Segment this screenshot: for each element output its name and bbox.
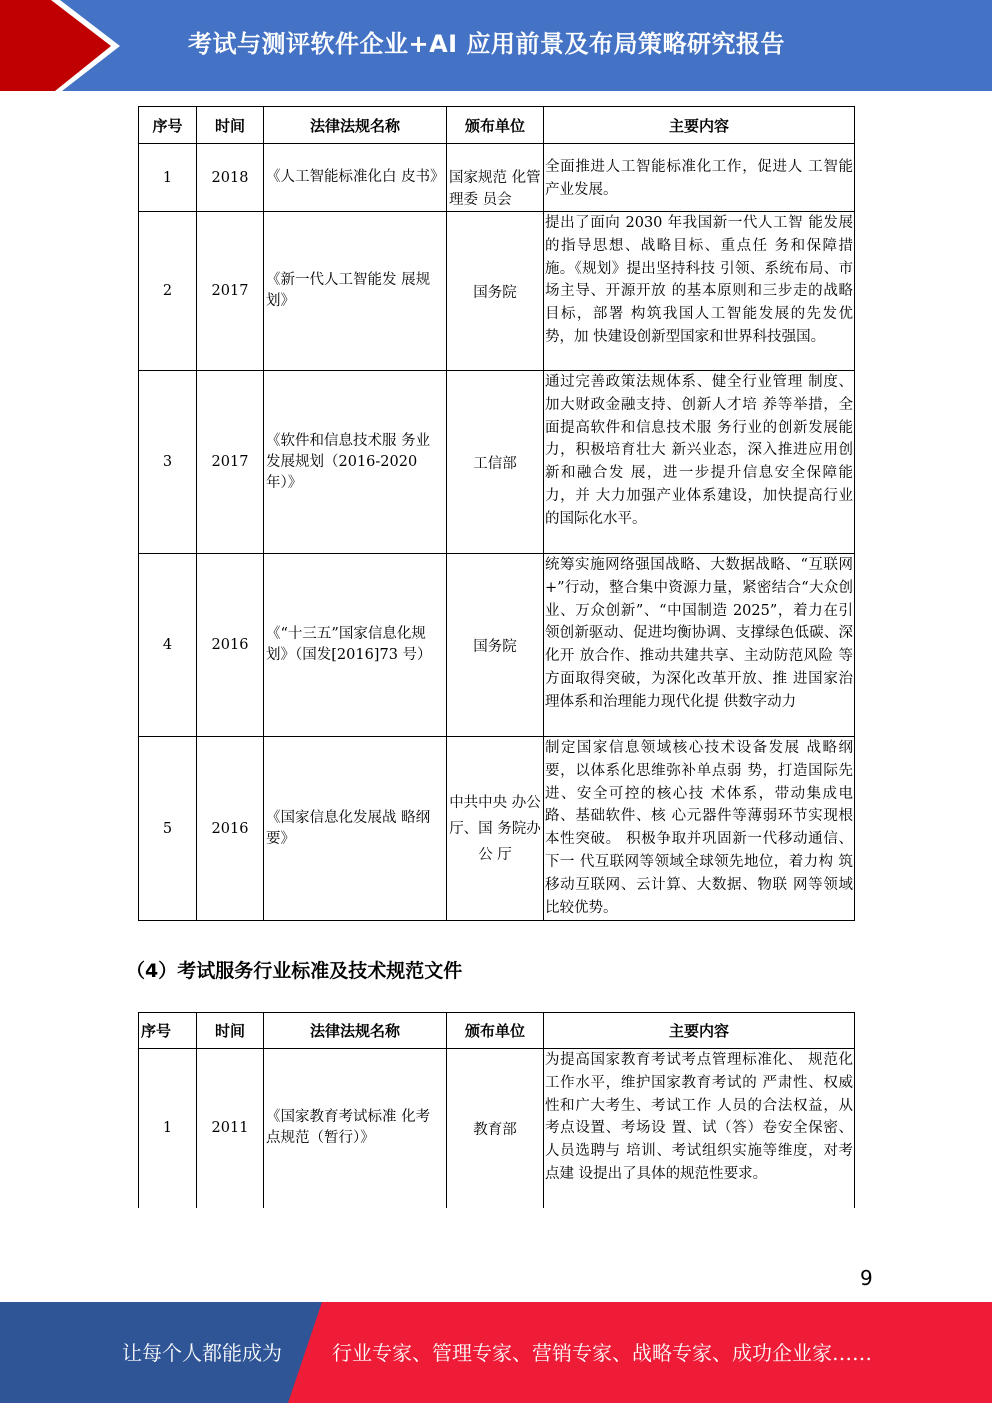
row-regulation-name: 《软件和信息技术服 务业发展规划（2016-2020 年）》 bbox=[264, 371, 447, 554]
row-regulation-name: 《人工智能标准化白 皮书》 bbox=[264, 144, 447, 212]
row-year: 2016 bbox=[197, 554, 264, 737]
row-year: 2017 bbox=[197, 371, 264, 554]
column-header-no: 序号 bbox=[139, 1013, 197, 1049]
column-header-content: 主要内容 bbox=[544, 1013, 855, 1049]
policy-table bbox=[138, 106, 855, 921]
footer-slogan-right: 行业专家、管理专家、营销专家、战略专家、成功企业家…… bbox=[332, 1341, 872, 1365]
row-number: 1 bbox=[139, 144, 197, 212]
table-row bbox=[139, 1049, 855, 1208]
standards-table bbox=[138, 1012, 855, 1208]
row-content: 统筹实施网络强国战略、大数据战略、“互联网+”行动，整合集中资源力量，紧密结合“大众创业、万众创新”、“中国制造 2025”，着力在引领创新驱动、促进均衡协调、支撑绿色低碳、深化开 放合作、推动共建共享、主动防范风险 等方面取得突破，为深化改革开放、推 进国家治理体系和治理能力现代化提 供数字动力 bbox=[544, 554, 855, 737]
row-content: 全面推进人工智能标准化工作，促进人 工智能产业发展。 bbox=[544, 144, 855, 212]
row-issuer: 国务院 bbox=[447, 554, 544, 737]
table-header-row bbox=[139, 1013, 855, 1049]
footer-slogan-left: 让每个人都能成为 bbox=[122, 1341, 282, 1365]
column-header-issuer: 颁布单位 bbox=[447, 1013, 544, 1049]
column-header-year: 时间 bbox=[197, 107, 264, 144]
row-year: 2018 bbox=[197, 144, 264, 212]
row-regulation-name: 《国家教育考试标准 化考点规范（暂行）》 bbox=[264, 1049, 447, 1208]
row-year: 2016 bbox=[197, 737, 264, 921]
table-row bbox=[139, 554, 855, 737]
report-header-banner bbox=[0, 0, 992, 91]
row-content: 制定国家信息领域核心技术设备发展 战略纲要，以体系化思维弥补单点弱 势，打造国际先进、安全可控的核心技 术体系，带动集成电路、基础软件、核 心元器件等薄弱环节实现根本性突破。 积极争取并巩固新一代移动通信、下一 代互联网等领域全球领先地位，着力构 筑移动互联网、云计算、大数据、物联 网等领域比较优势。 bbox=[544, 737, 855, 921]
column-header-no: 序号 bbox=[139, 107, 197, 144]
report-title: 考试与测评软件企业+AI 应用前景及布局策略研究报告 bbox=[188, 30, 785, 58]
table-row bbox=[139, 737, 855, 921]
column-header-name: 法律法规名称 bbox=[264, 107, 447, 144]
column-header-year: 时间 bbox=[197, 1013, 264, 1049]
table-header-row bbox=[139, 107, 855, 144]
row-regulation-name: 《新一代人工智能发 展规划》 bbox=[264, 212, 447, 371]
table-row bbox=[139, 371, 855, 554]
row-number: 1 bbox=[139, 1049, 197, 1208]
row-year: 2011 bbox=[197, 1049, 264, 1208]
row-content: 为提高国家教育考试考点管理标准化、 规范化工作水平，维护国家教育考试的 严肃性、权威性和广大考生、考试工作 人员的合法权益，从考点设置、考场设 置、试（答）卷安全保密、人员选聘与 培训、考试组织实施等维度，对考点建 设提出了具体的规范性要求。 bbox=[544, 1049, 855, 1208]
row-issuer: 国家规范 化管理委 员会 bbox=[447, 144, 544, 212]
row-number: 4 bbox=[139, 554, 197, 737]
table-row bbox=[139, 212, 855, 371]
row-regulation-name: 《“十三五”国家信息化规划》（国发[2016]73 号） bbox=[264, 554, 447, 737]
page-number: 9 bbox=[860, 1266, 873, 1290]
row-number: 2 bbox=[139, 212, 197, 371]
column-header-issuer: 颁布单位 bbox=[447, 107, 544, 144]
row-regulation-name: 《国家信息化发展战 略纲要》 bbox=[264, 737, 447, 921]
column-header-content: 主要内容 bbox=[544, 107, 855, 144]
row-issuer: 教育部 bbox=[447, 1049, 544, 1208]
row-year: 2017 bbox=[197, 212, 264, 371]
footer-banner bbox=[0, 1302, 992, 1403]
row-issuer: 国务院 bbox=[447, 212, 544, 371]
column-header-name: 法律法规名称 bbox=[264, 1013, 447, 1049]
row-content: 提出了面向 2030 年我国新一代人工智 能发展的指导思想、战略目标、重点任 务和保障措施。《规划》提出坚持科技 引领、系统布局、市场主导、开源开放 的基本原则和三步走的战略目标，部署 构筑我国人工智能发展的先发优势，加 快建设创新型国家和世界科技强国。 bbox=[544, 212, 855, 371]
row-issuer: 工信部 bbox=[447, 371, 544, 554]
row-issuer: 中共中央 办公厅、国 务院办公 厅 bbox=[447, 737, 544, 921]
row-number: 5 bbox=[139, 737, 197, 921]
row-number: 3 bbox=[139, 371, 197, 554]
section-heading: （4）考试服务行业标准及技术规范文件 bbox=[126, 960, 463, 982]
row-content: 通过完善政策法规体系、健全行业管理 制度、加大财政金融支持、创新人才培 养等举措，全面提高软件和信息技术服 务行业的创新发展能力，积极培育壮大 新兴业态，深入推进应用创新和融合发 展，进一步提升信息安全保障能力，并 大力加强产业体系建设，加快提高行业 的国际化水平。 bbox=[544, 371, 855, 554]
table-row bbox=[139, 144, 855, 212]
